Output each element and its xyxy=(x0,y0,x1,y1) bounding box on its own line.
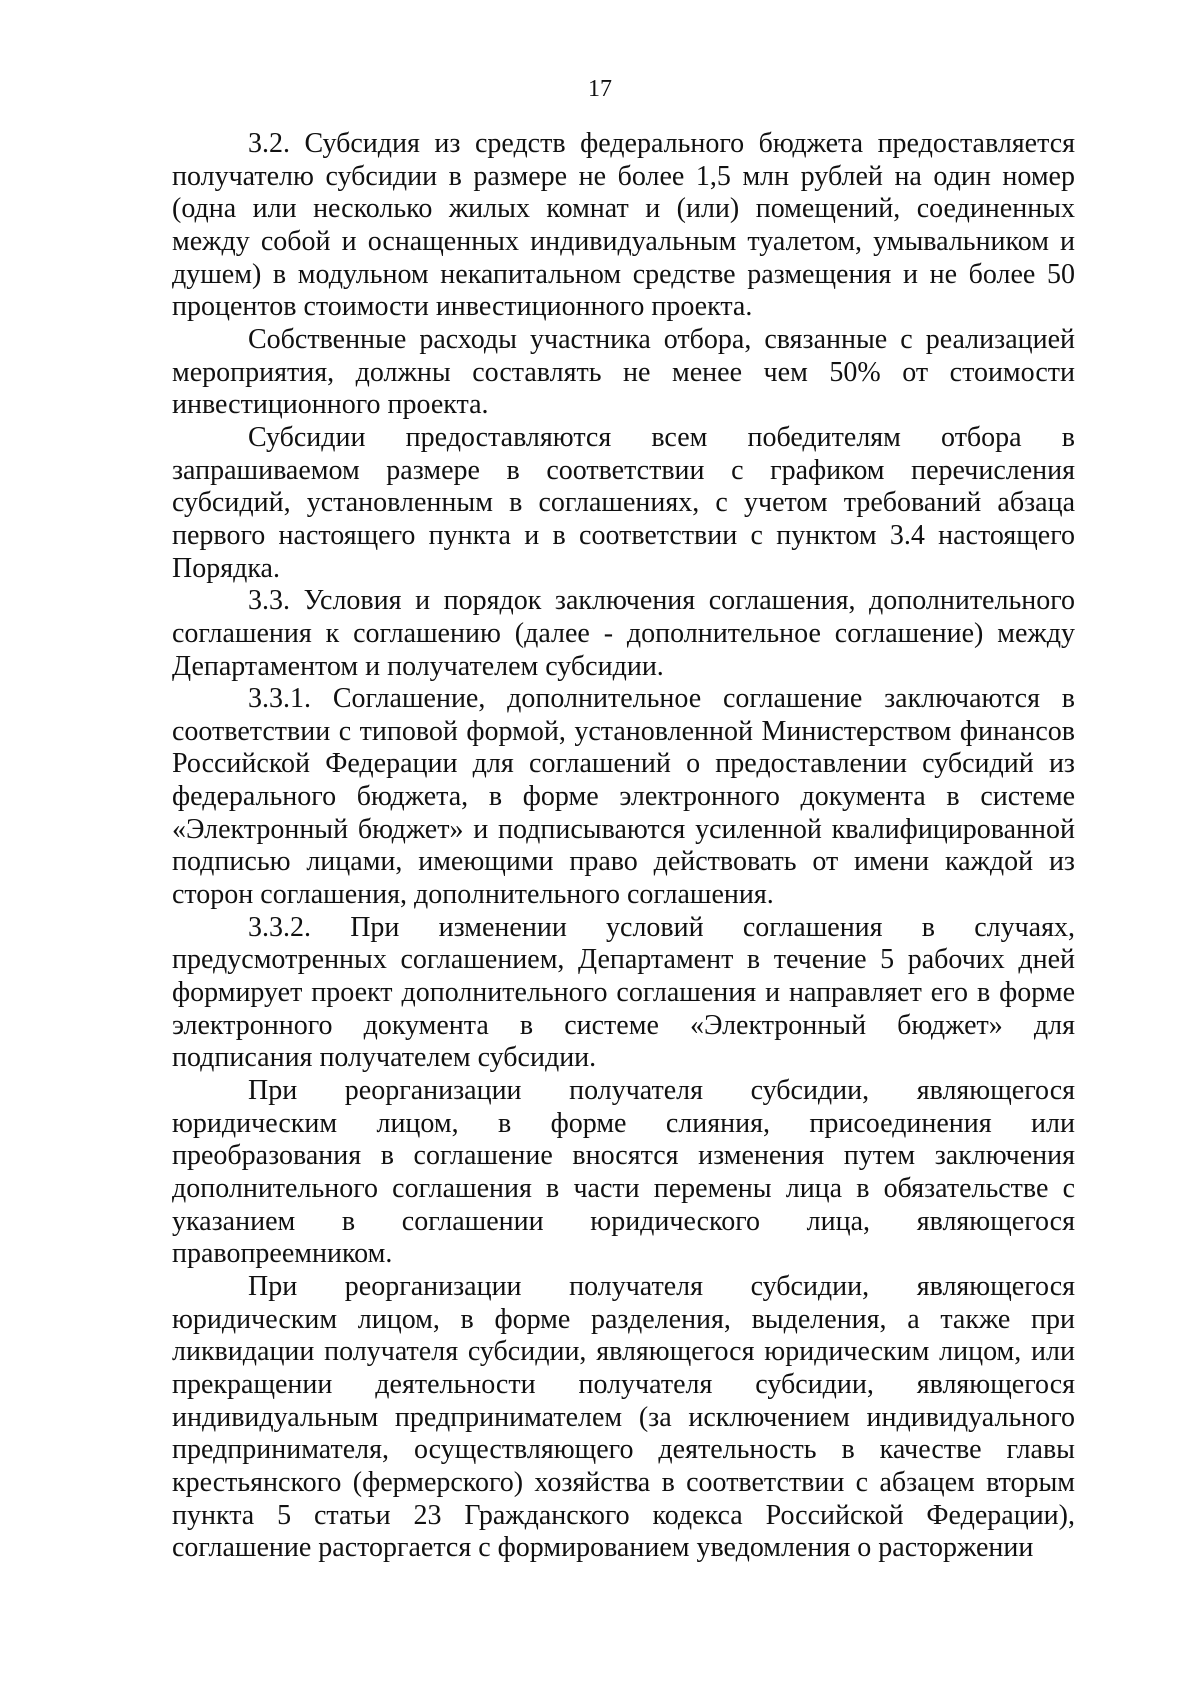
paragraph-subsidies-granted: Субсидии предоставляются всем победителям отбора в запрашиваемом размере в соответствии с графиком перечисления субсидий, установленным в соглашениях, с учетом требований абзаца первого настоящего пункта и в соответствии с пунктом 3.4 настоящего Порядка. xyxy=(172,421,1075,584)
paragraph-reorganization-division: При реорганизации получателя субсидии, являющегося юридическим лицом, в форме разделения, выделения, а также при ликвидации получателя субсидии, являющегося юридическим лицом, или прекращении деятельности получателя субсидии, являющегося индивидуальным предпринимателем (за исключением индивидуального предпринимателя, осуществляющего деятельность в качестве главы крестьянского (фермерского) хозяйства в соответствии с абзацем вторым пункта 5 статьи 23 Гражданского кодекса Российской Федерации), соглашение расторгается с формированием уведомления о расторжении xyxy=(172,1270,1075,1564)
paragraph-3-3-2: 3.3.2. При изменении условий соглашения в случаях, предусмотренных соглашением, Департамент в течение 5 рабочих дней формирует проект дополнительного соглашения и направляет его в форме электронного документа в системе «Электронный бюджет» для подписания получателем субсидии. xyxy=(172,911,1075,1074)
paragraph-3-2: 3.2. Субсидия из средств федерального бюджета предоставляется получателю субсидии в размере не более 1,5 млн рублей на один номер (одна или несколько жилых комнат и (или) помещений, соединенных между собой и оснащенных индивидуальным туалетом, умывальником и душем) в модульном некапитальном средстве размещения и не более 50 процентов стоимости инвестиционного проекта. xyxy=(172,128,1075,323)
paragraph-reorganization-merger: При реорганизации получателя субсидии, являющегося юридическим лицом, в форме слияния, присоединения или преобразования в соглашение вносятся изменения путем заключения дополнительного соглашения в части перемены лица в обязательстве с указанием в соглашении юридического лица, являющегося правопреемником. xyxy=(172,1075,1075,1270)
paragraph-3-3: 3.3. Условия и порядок заключения соглашения, дополнительного соглашения к соглашению (далее - дополнительное соглашение) между Департаментом и получателем субсидии. xyxy=(172,585,1075,682)
paragraph-own-expenses: Собственные расходы участника отбора, связанные с реализацией мероприятия, должны составлять не менее чем 50% от стоимости инвестиционного проекта. xyxy=(172,323,1075,421)
document-body xyxy=(172,128,1075,1565)
paragraph-3-3-1: 3.3.1. Соглашение, дополнительное соглашение заключаются в соответствии с типовой формой, установленной Министерством финансов Российской Федерации для соглашений о предоставлении субсидий из федерального бюджета, в форме электронного документа в системе «Электронный бюджет» и подписываются усиленной квалифицированной подписью лицами, имеющими право действовать от имени каждой из сторон соглашения, дополнительного соглашения. xyxy=(172,683,1075,911)
page-number: 17 xyxy=(588,76,612,102)
